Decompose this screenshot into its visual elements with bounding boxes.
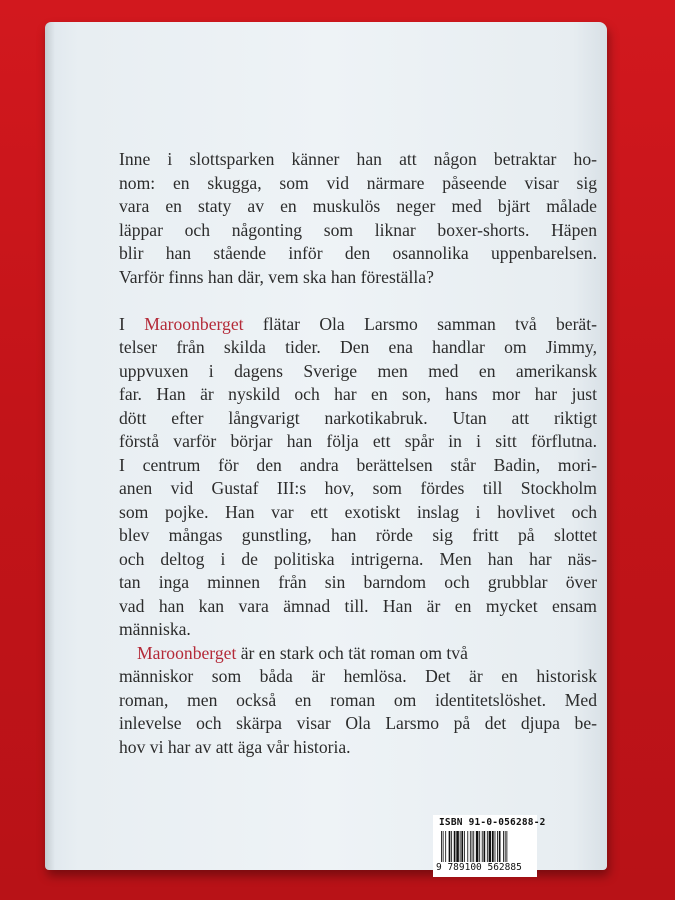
barcode-bar [460, 831, 461, 865]
text-line: dött efter långvarigt narkotikabruk. Utan att riktigt [119, 407, 597, 428]
text-line: läppar och någonting som liknar boxer-shorts. Häpen [119, 219, 597, 240]
text-fragment: I [119, 313, 145, 334]
text-fragment: är en stark och tät roman om två [236, 642, 468, 663]
text-fragment: flätar Ola Larsmo samman två berät- [243, 313, 597, 334]
text-line: människa. [119, 619, 191, 639]
barcode-bar [503, 831, 504, 865]
text-line: vara en staty av en muskulös neger med bjärt målade [119, 196, 597, 216]
barcode-bar [506, 831, 507, 865]
blurb-paragraph-3 [119, 642, 597, 760]
paragraph-gap [119, 289, 597, 313]
barcode-bar [443, 831, 444, 865]
text-line: telser från skilda tider. Den ena handlar om Jimmy, [119, 337, 597, 357]
book-title-highlight: Maroonberget [144, 313, 244, 334]
text-line: Inne i slottsparken känner han att någon betraktar ho- [119, 149, 597, 169]
text-line: blev mångas gunstling, han rörde sig fritt på slottet [119, 525, 597, 545]
isbn-number: ISBN 91-0-056288-2 [439, 817, 546, 828]
text-line: som pojke. Han var ett exotiskt inslag i hovlivet och [119, 501, 597, 522]
barcode-bar [456, 831, 459, 865]
text-line: far. Han är nyskild och har en son, hans mor har just [119, 384, 597, 404]
text-line: förstå varför börjar han följa ett spår in i sitt förflutna. [119, 431, 597, 451]
blurb-paragraph-2 [119, 313, 597, 642]
text-line: roman, men också en roman om identitetslöshet. Med [119, 689, 597, 710]
text-line: vad han kan vara ämnad till. Han är en mycket ensam [119, 595, 597, 616]
barcode-bar [492, 831, 494, 865]
barcode-bar [441, 831, 442, 865]
barcode-bar [451, 831, 452, 865]
barcode-bar [482, 831, 483, 865]
isbn-barcode [433, 815, 546, 877]
barcode-bar [473, 831, 474, 865]
barcode-bar [464, 831, 465, 865]
text-line: anen vid Gustaf III:s hov, som fördes till Stockholm [119, 478, 597, 498]
barcode-bar [454, 831, 456, 865]
barcode-bar [505, 831, 506, 865]
barcode-bar [484, 831, 486, 865]
text-line: människor som båda är hemlösa. Det är en historisk [119, 666, 597, 686]
barcode-bar [470, 831, 471, 865]
barcode-bar [499, 831, 501, 865]
barcode-bar [445, 831, 446, 865]
book-back-cover [45, 22, 607, 873]
text-line [119, 313, 597, 337]
text-line: blir han stående inför den osannolika uppenbarelsen. [119, 243, 597, 263]
barcode-bar [476, 831, 479, 865]
text-line: inlevelse och skärpa visar Ola Larsmo på det djupa be- [119, 713, 597, 733]
ean-number: 9 789100 562885 [436, 862, 522, 873]
barcode-bar [495, 831, 496, 865]
text-line: uppvuxen i dagens Sverige men med en amerikansk [119, 360, 597, 381]
barcode-bars [441, 831, 533, 865]
text-line: Varför finns han där, vem ska han föreställa? [119, 266, 434, 287]
barcode-bar [461, 831, 463, 865]
text-line: I centrum för den andra berättelsen står Badin, mori- [119, 454, 597, 475]
blurb-paragraph-1 [119, 148, 597, 289]
barcode-bar [472, 831, 473, 865]
text-line: hov vi har av att äga vår historia. [119, 736, 351, 757]
text-line: nom: en skugga, som vid närmare påseende visar sig [119, 172, 597, 193]
barcode-bar [487, 831, 488, 865]
text-line: tan inga minnen från sin barndom och grubblar över [119, 572, 597, 592]
book-title-highlight: Maroonberget [137, 642, 237, 663]
blurb-text [119, 148, 597, 759]
barcode-bar [489, 831, 492, 865]
barcode-bar [497, 831, 498, 865]
barcode-bar [449, 831, 451, 865]
barcode-bar [467, 831, 468, 865]
text-line: och deltog i de politiska intrigerna. Men han har näs- [119, 548, 597, 569]
text-line [119, 642, 597, 666]
barcode-bar [479, 831, 480, 865]
